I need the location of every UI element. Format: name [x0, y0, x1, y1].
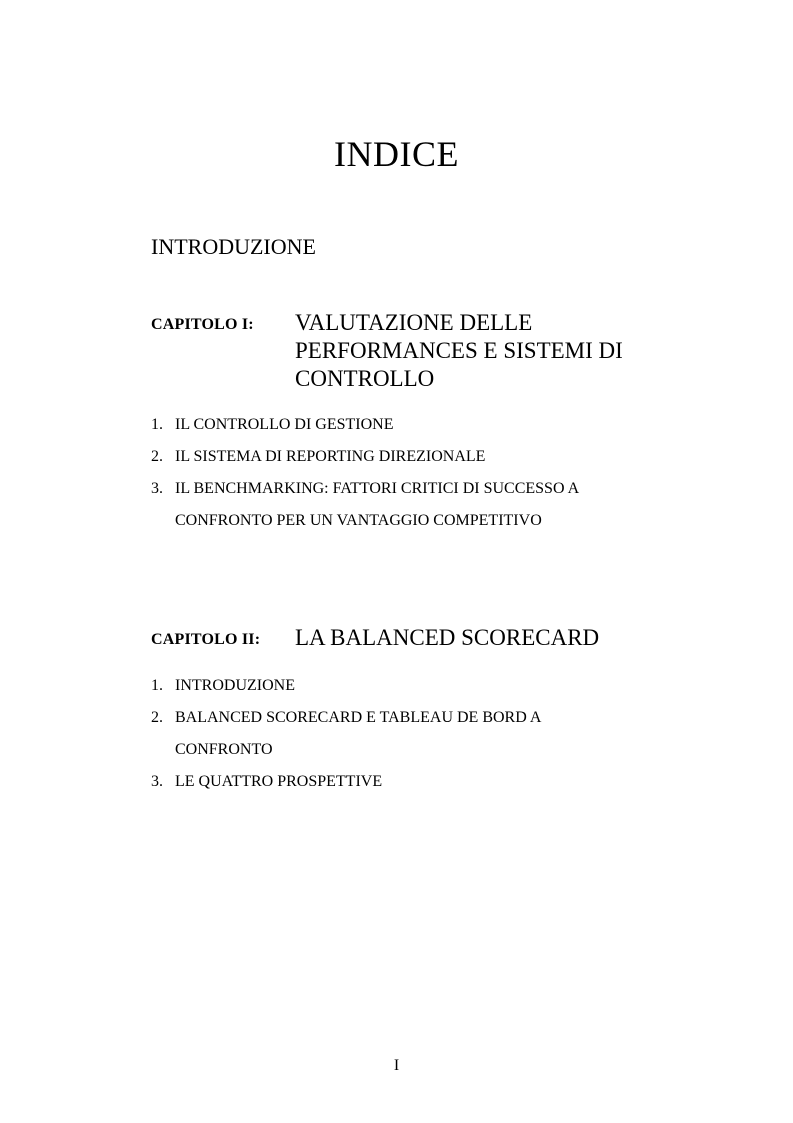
toc-entry-text: IL CONTROLLO DI GESTIONE — [175, 416, 394, 433]
toc-entry — [151, 766, 621, 798]
chapter-1-title: VALUTAZIONE DELLE PERFORMANCES E SISTEMI DI CONTROLLO — [295, 310, 623, 391]
toc-entry — [151, 670, 621, 702]
chapter-2-section-list — [151, 670, 621, 798]
toc-entry — [151, 473, 621, 537]
chapter-2-title: LA BALANCED SCORECARD — [295, 625, 600, 650]
page-title: INDICE — [334, 134, 459, 174]
toc-entry-number: 2. — [151, 709, 163, 726]
toc-entry — [151, 409, 621, 441]
toc-entry-text: BALANCED SCORECARD E TABLEAU DE BORD A CONFRONTO — [175, 709, 541, 758]
toc-entry-number: 3. — [151, 773, 163, 790]
chapter-2-label: CAPITOLO II: — [151, 631, 261, 648]
chapter-1-section-list — [151, 409, 621, 537]
toc-entry-text: INTRODUZIONE — [175, 677, 295, 694]
toc-entry-number: 2. — [151, 448, 163, 465]
toc-entry-text: LE QUATTRO PROSPETTIVE — [175, 773, 383, 790]
toc-entry-number: 1. — [151, 677, 163, 694]
toc-entry-text: IL BENCHMARKING: FATTORI CRITICI DI SUCCESSO A CONFRONTO PER UN VANTAGGIO COMPETITIVO — [175, 480, 579, 529]
toc-entry-number: 1. — [151, 416, 163, 433]
chapter-1-label: CAPITOLO I: — [151, 316, 254, 333]
toc-entry — [151, 441, 621, 473]
page-number: I — [393, 1057, 400, 1074]
toc-entry — [151, 702, 621, 766]
introduction-heading: INTRODUZIONE — [151, 234, 316, 259]
toc-entry-number: 3. — [151, 480, 163, 497]
toc-entry-text: IL SISTEMA DI REPORTING DIREZIONALE — [175, 448, 486, 465]
